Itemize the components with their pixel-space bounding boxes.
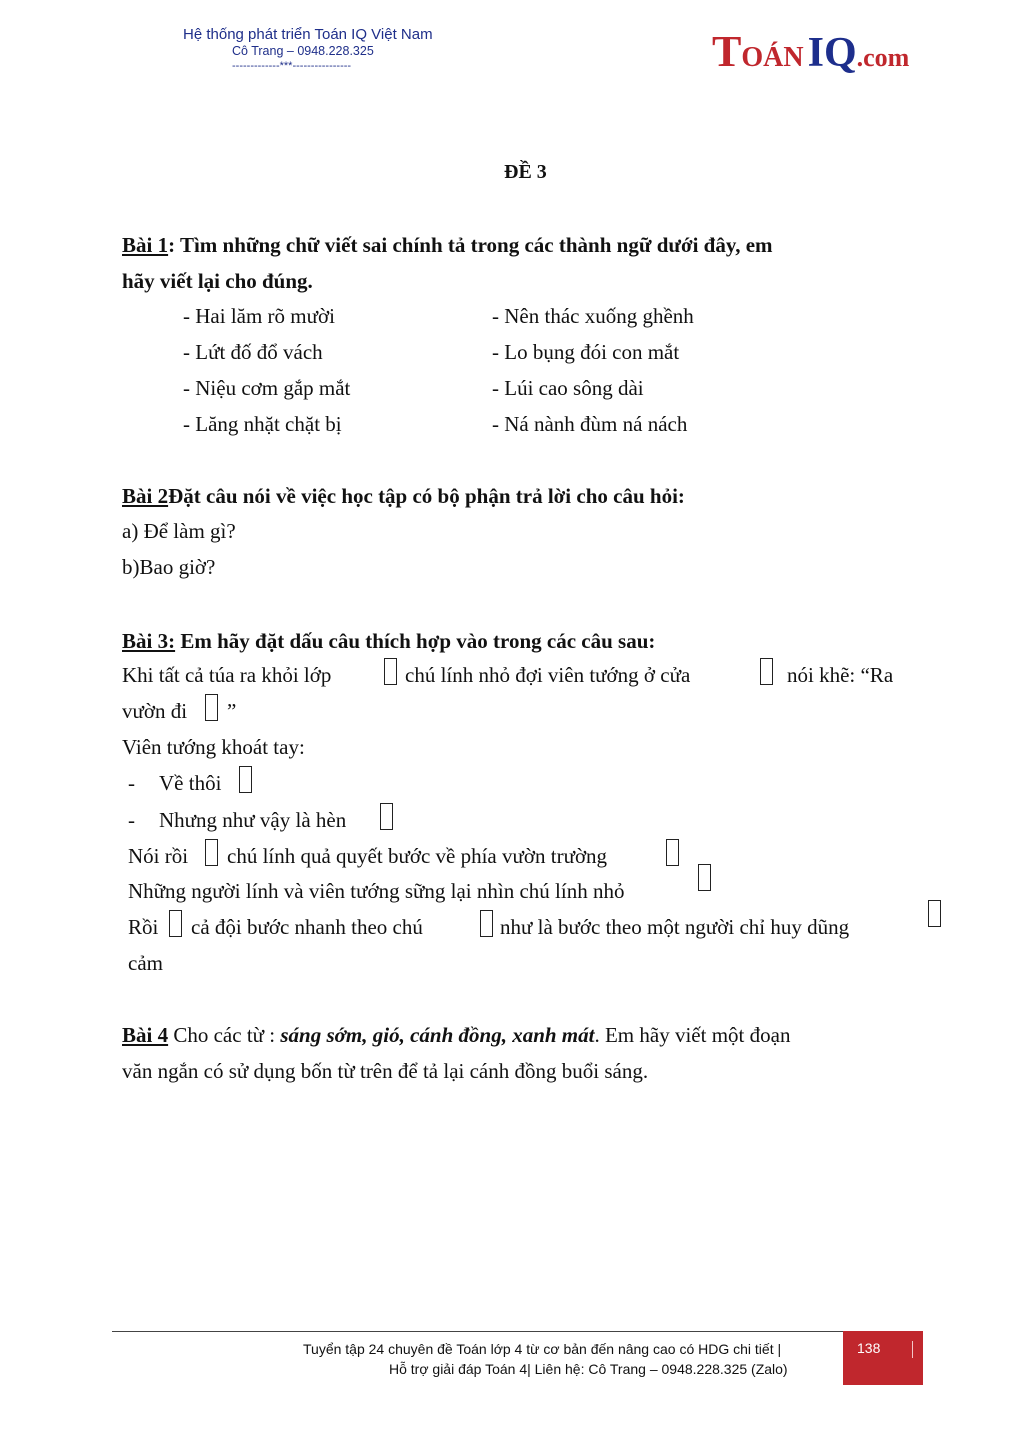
bai3-line8-c: như là bước theo một người chỉ huy dũng [500, 915, 850, 939]
bai3-line1-a: Khi tất cả túa ra khỏi lớp [122, 663, 332, 687]
punctuation-blank-box [760, 658, 773, 685]
bai1-prompt-line1 [122, 235, 912, 256]
bai3-line6-b: chú lính quả quyết bước về phía vườn trường [227, 844, 608, 868]
logo-part4: .com [856, 43, 910, 72]
punctuation-blank-box [666, 839, 679, 866]
footer-rule [112, 1331, 844, 1332]
bai1-left-item: - Lăng nhặt chặt bị [183, 412, 342, 436]
logo-part2: OÁN [741, 42, 804, 73]
bai1-right-item: - Ná nành đùm ná nách [492, 412, 688, 436]
punctuation-blank-box [169, 910, 182, 937]
punctuation-blank-box [380, 803, 393, 830]
bai2-item-a: a) Để làm gì? [122, 519, 236, 543]
bai3-line4: Về thôi [159, 771, 222, 795]
bai2-item-b: b)Bao giờ? [122, 555, 216, 579]
bai4-words: sáng sớm, gió, cánh đồng, xanh mát [280, 1023, 595, 1047]
bai1-prompt-text: : Tìm những chữ viết sai chính tả trong các thành ngữ dưới đây, em [168, 233, 773, 257]
bai3-line8-b: cả đội bước nhanh theo chú [191, 915, 423, 939]
bai3-prompt [122, 631, 655, 652]
footer-line1: Tuyển tập 24 chuyên đề Toán lớp 4 từ cơ bản đến nâng cao có HDG chi tiết | [303, 1341, 782, 1357]
toaniq-logo [712, 26, 909, 77]
dialogue-dash: - [128, 808, 135, 832]
bai3-line2-b: ” [227, 699, 237, 723]
punctuation-blank-box [205, 839, 218, 866]
bai1-left-item: - Hai lăm rõ mười [183, 304, 335, 328]
bai2-prompt [122, 486, 685, 507]
bai4-intro: Cho các từ : [168, 1023, 281, 1047]
bai3-line7: Những người lính và viên tướng sững lại nhìn chú lính nhỏ [128, 879, 625, 903]
punctuation-blank-box [384, 658, 397, 685]
dialogue-dash: - [128, 771, 135, 795]
bai4-prompt-line2: văn ngắn có sử dụng bốn từ trên để tả lại cánh đồng buổi sáng. [122, 1059, 649, 1083]
punctuation-blank-box [480, 910, 493, 937]
bai3-line2-a: vườn đi [122, 699, 188, 723]
bai3-label: Bài 3: [122, 629, 176, 653]
page-number-divider [912, 1341, 913, 1358]
logo-part3: IQ [807, 30, 857, 76]
bai1-label: Bài 1 [122, 233, 169, 257]
bai3-prompt-text: Em hãy đặt dấu câu thích hợp vào trong các câu sau: [175, 629, 656, 653]
header-contact: Cô Trang – 0948.228.325 [232, 44, 374, 58]
bai3-line8-a: Rồi [128, 915, 159, 939]
header-divider: -------------***---------------- [232, 60, 352, 72]
header-org-name: Hệ thống phát triển Toán IQ Việt Nam [183, 26, 433, 43]
punctuation-blank-box [239, 766, 252, 793]
bai1-prompt-line2: hãy viết lại cho đúng. [122, 269, 313, 293]
page-number-box [843, 1331, 923, 1385]
bai4-prompt-line1 [122, 1025, 912, 1046]
bai1-right-item: - Nên thác xuống ghềnh [492, 304, 694, 328]
bai3-line6-a: Nói rồi [128, 844, 189, 868]
bai1-left-item: - Lứt đố đổ vách [183, 340, 323, 364]
bai3-line1-b: chú lính nhỏ đợi viên tướng ở cửa [405, 663, 691, 687]
bai3-line3: Viên tướng khoát tay: [122, 735, 305, 759]
bai3-line5: Nhưng như vậy là hèn [159, 808, 347, 832]
bai2-label: Bài 2 [122, 484, 169, 508]
bai1-left-item: - Niệu cơm gắp mắt [183, 376, 351, 400]
punctuation-blank-box [698, 864, 711, 891]
footer-line2: Hỗ trợ giải đáp Toán 4| Liên hệ: Cô Trang – 0948.228.325 (Zalo) [389, 1361, 788, 1377]
page-number: 138 [857, 1340, 881, 1356]
punctuation-blank-box [928, 900, 941, 927]
bai1-right-item: - Lo bụng đói con mắt [492, 340, 680, 364]
bai4-rest: . Em hãy viết một đoạn [594, 1023, 791, 1047]
bai4-label: Bài 4 [122, 1023, 169, 1047]
exam-title: ĐỀ 3 [504, 161, 547, 183]
bai2-prompt-text: Đặt câu nói về việc học tập có bộ phận trả lời cho câu hỏi: [168, 484, 685, 508]
bai1-right-item: - Lúi cao sông dài [492, 376, 644, 400]
punctuation-blank-box [205, 694, 218, 721]
bai3-line9: cảm [128, 951, 163, 975]
bai3-line1-c: nói khẽ: “Ra [787, 663, 894, 687]
logo-part1: T [712, 27, 742, 76]
